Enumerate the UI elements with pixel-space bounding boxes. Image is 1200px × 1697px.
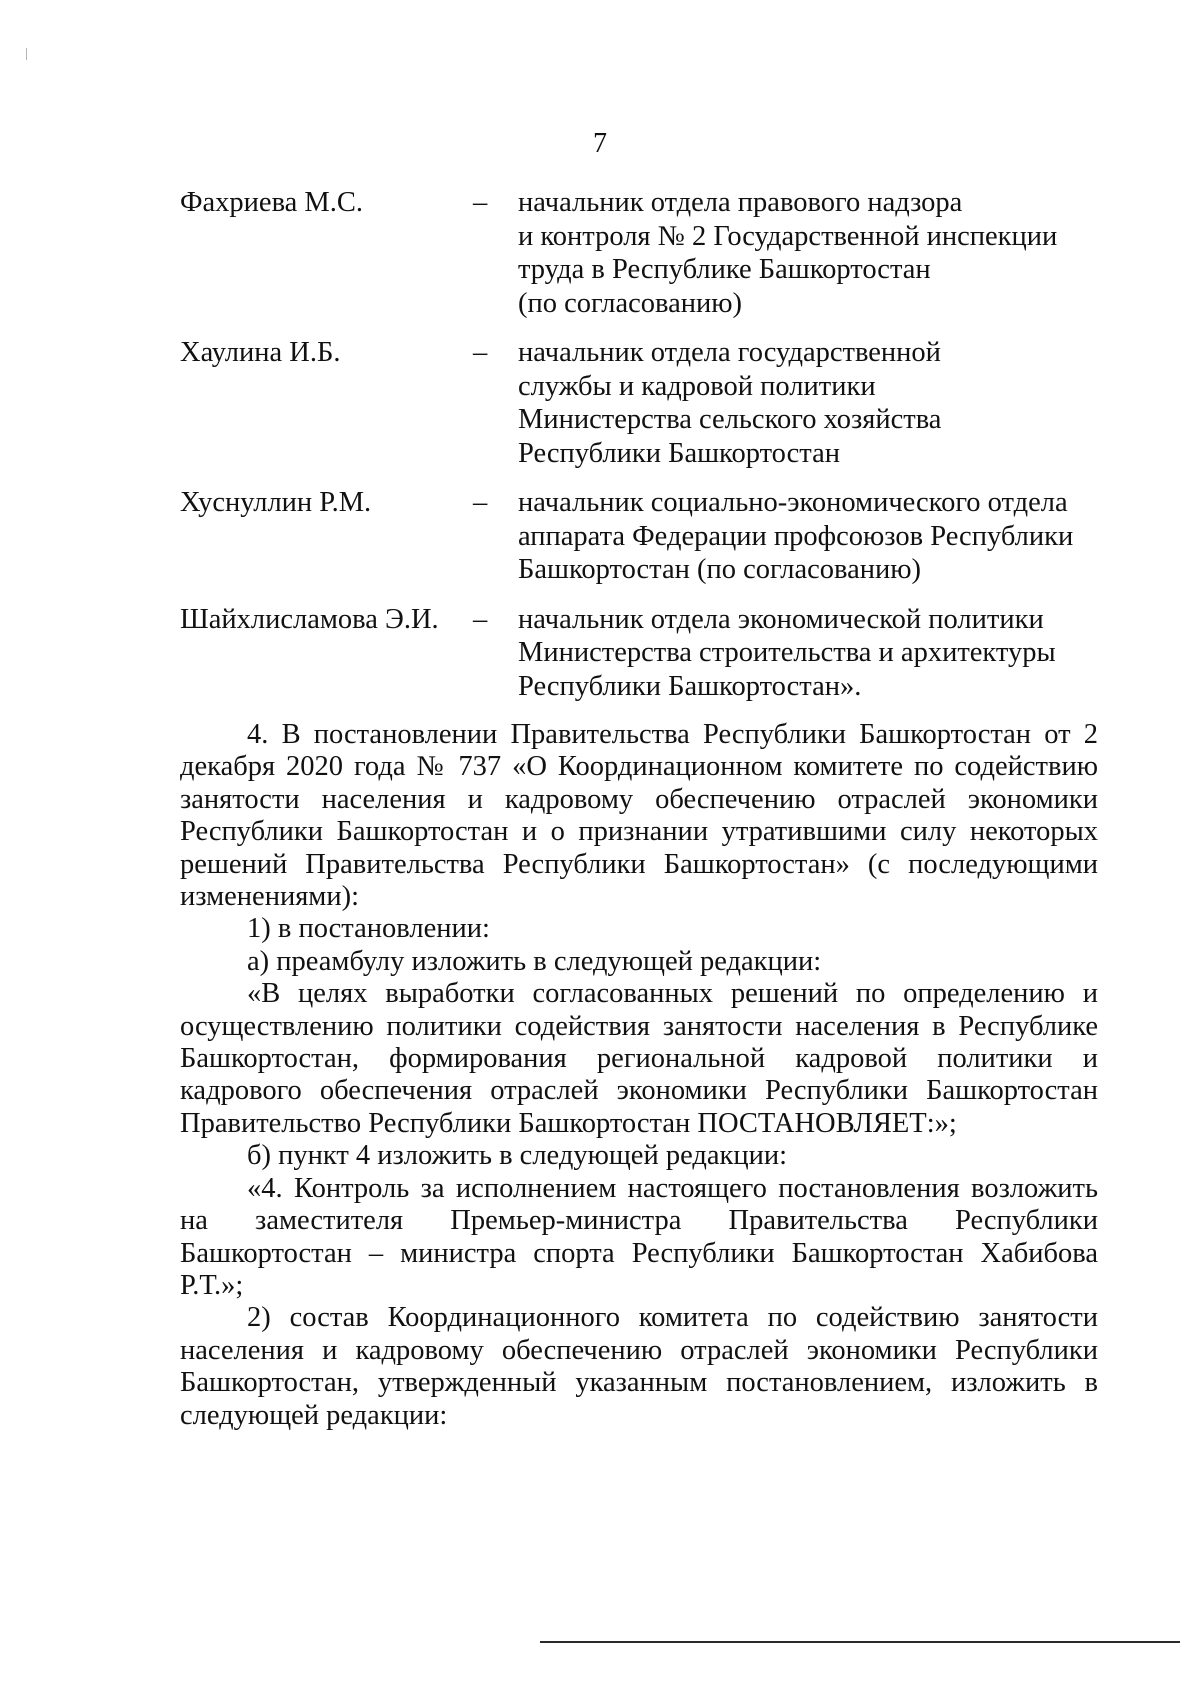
paragraph-item-4-text: «4. Контроль за исполнением настоящего постановления возложить на заместителя Премьер-министра Правительства Республики Башкортостан – министра спорта Республики Башкортостан Хабибова Р.Т.»; xyxy=(180,1172,1098,1301)
position-line: начальник отдела правового надзора xyxy=(518,187,963,218)
paragraph-subitem-a: а) преамбулу изложить в следующей редакции: xyxy=(247,945,822,977)
position-line: Республики Башкортостан xyxy=(518,437,840,469)
member-entry xyxy=(180,486,1100,587)
committee-member-list xyxy=(180,186,1100,719)
scan-artifact xyxy=(26,48,27,60)
paragraph-subitem-b: б) пункт 4 изложить в следующей редакции: xyxy=(247,1140,788,1172)
member-position xyxy=(518,603,1100,704)
position-line: Министерства строительства и архитектуры xyxy=(518,637,1056,668)
paragraph-subitem-2: 2) состав Координационного комитета по содействию занятости населения и кадровому обеспечению отраслей экономики Республики Башкортостан, утвержденный указанным постановлением, изложить в следующей редакции: xyxy=(180,1302,1098,1431)
position-line: начальник отдела экономической политики xyxy=(518,603,1044,635)
member-name: Хуснуллин Р.М. xyxy=(180,487,372,518)
member-position xyxy=(518,186,1100,320)
paragraph-subitem-1: 1) в постановлении: xyxy=(247,913,490,945)
paragraph-item-4: 4. В постановлении Правительства Республики Башкортостан от 2 декабря 2020 года № 737 «О Координационном комитете по содействию занятости населения и кадровому обеспечению отраслей экономики Республики Башкортостан и о признании утратившими силу некоторых решений Правительства Республики Башкортостан» (с последующими изменениями): xyxy=(180,719,1098,913)
member-name: Шайхлисламова Э.И. xyxy=(180,603,439,635)
position-line: Министерства сельского хозяйства xyxy=(518,404,942,435)
page-number: 7 xyxy=(593,128,607,159)
position-line: и контроля № 2 Государственной инспекции xyxy=(518,220,1058,252)
member-position xyxy=(518,336,1100,470)
paragraph-preamble-text: «В целях выработки согласованных решений по определению и осуществлению политики содействия занятости населения в Республике Башкортостан, формирования региональной кадровой политики и кадрового обеспечения отраслей экономики Республики Башкортостан Правительство Республики Башкортостан ПОСТАНОВЛЯЕТ:»; xyxy=(180,978,1098,1139)
position-line: труда в Республике Башкортостан xyxy=(518,254,931,285)
position-line: аппарата Федерации профсоюзов Республики xyxy=(518,520,1074,552)
document-body xyxy=(180,719,1098,1432)
member-dash: – xyxy=(473,603,488,635)
position-line: Республики Башкортостан». xyxy=(518,670,862,702)
member-name: Фахриева М.С. xyxy=(180,187,364,218)
member-dash: – xyxy=(473,187,488,218)
position-line: Башкортостан (по согласованию) xyxy=(518,554,922,585)
member-name: Хаулина И.Б. xyxy=(180,337,341,368)
position-line: начальник отдела государственной xyxy=(518,337,941,368)
position-line: начальник социально-экономического отдела xyxy=(518,487,1068,518)
member-position xyxy=(518,486,1100,587)
member-entry xyxy=(180,186,1100,320)
position-line: (по согласованию) xyxy=(518,287,743,319)
position-line: службы и кадровой политики xyxy=(518,370,876,402)
member-entry xyxy=(180,336,1100,470)
member-dash: – xyxy=(473,337,488,368)
footer-divider xyxy=(540,1641,1180,1643)
member-dash: – xyxy=(473,487,488,518)
member-entry xyxy=(180,603,1100,704)
